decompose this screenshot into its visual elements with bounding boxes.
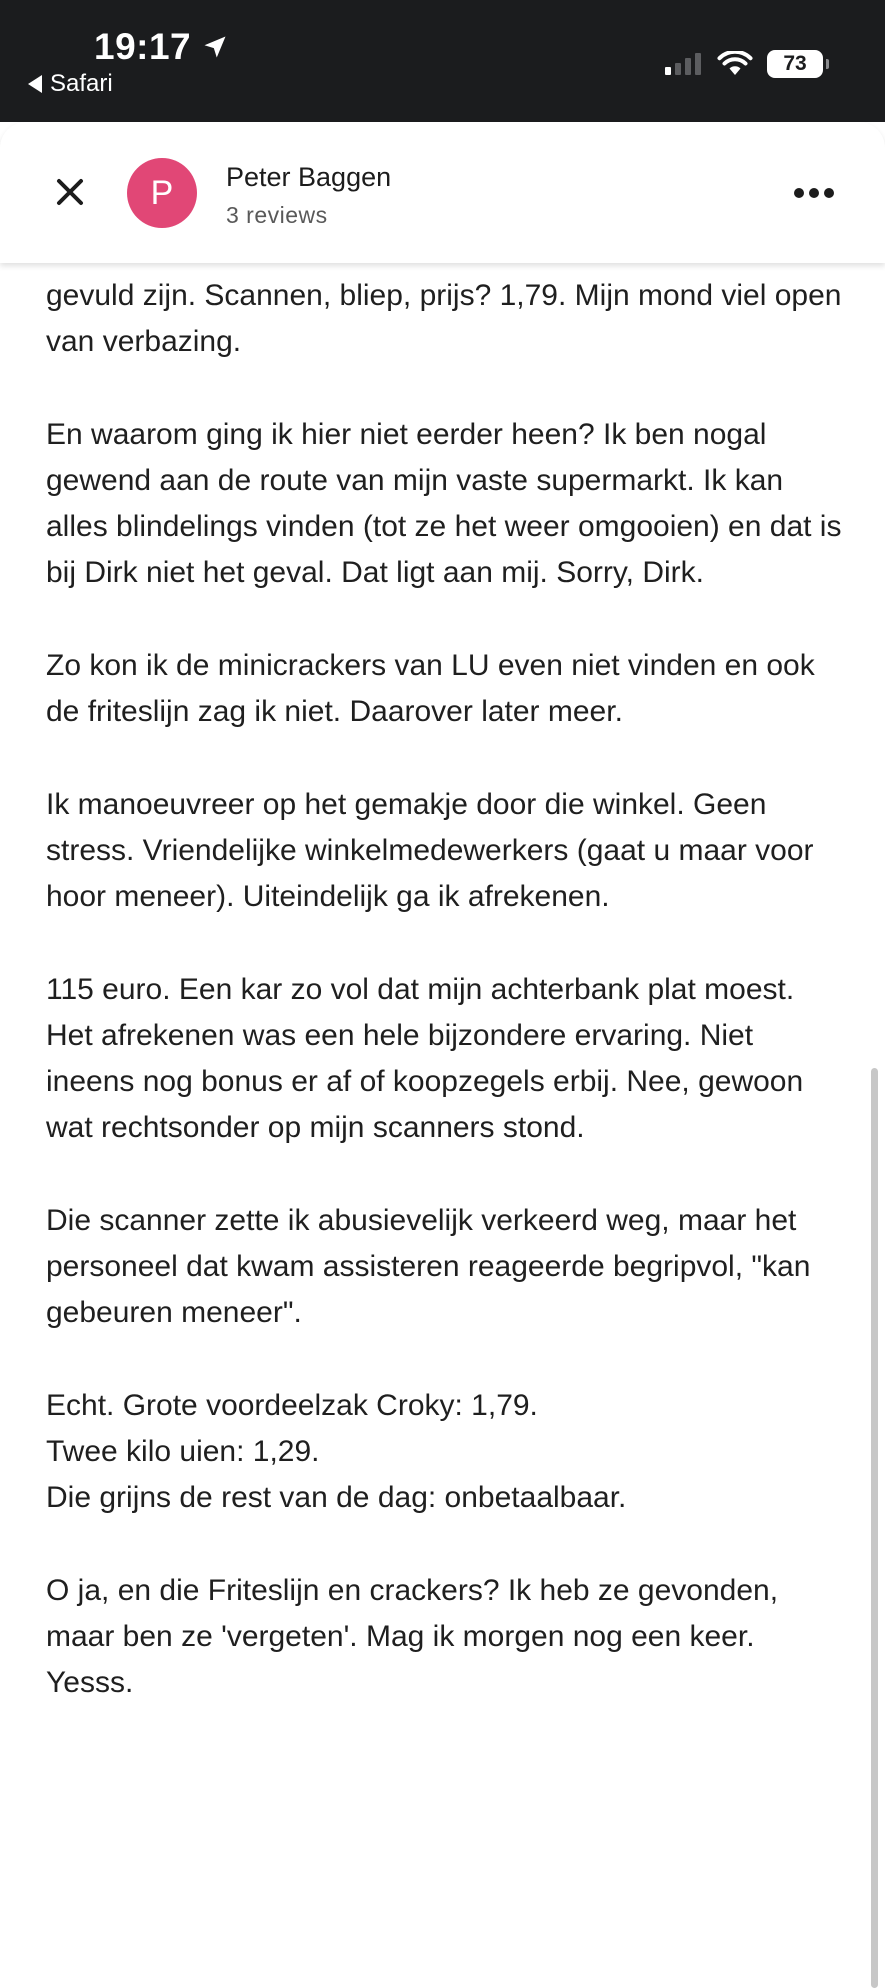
back-arrow-icon (28, 75, 42, 93)
review-paragraph: Die scanner zette ik abusievelijk verkeerd weg, maar het personeel dat kwam assisteren reageerde begripvol, "kan gebeuren meneer". (46, 1204, 811, 1329)
price-line: Echt. Grote voordeelzak Croky: 1,79. (46, 1389, 538, 1422)
more-icon[interactable] (793, 186, 835, 200)
review-paragraph: gevuld zijn. Scannen, bliep, prijs? 1,79. Mijn mond viel open van verbazing. (46, 279, 842, 358)
wifi-icon (717, 51, 753, 77)
price-line: Twee kilo uien: 1,29. (46, 1435, 320, 1468)
battery-indicator (767, 50, 823, 78)
reviewer-name[interactable]: Peter Baggen (226, 162, 392, 192)
review-paragraph: O ja, en die Friteslijn en crackers? Ik heb ze gevonden, maar ben ze 'vergeten'. Mag ik morgen nog een keer. Yesss. (46, 1574, 779, 1699)
back-to-app-button[interactable] (28, 70, 113, 98)
price-line: Die grijns de rest van de dag: onbetaalbaar. (46, 1481, 627, 1514)
cell-signal-icon (665, 53, 701, 75)
review-paragraph: En waarom ging ik hier niet eerder heen? Ik ben nogal gewend aan de route van mijn vaste supermarkt. Ik kan alles blindelings vinden (tot ze het weer omgooien) en dat is bij Dirk niet het geval. Dat ligt aan mij. Sorry, Dirk. (46, 418, 842, 589)
reviewer-review-count: 3 reviews (226, 202, 328, 228)
close-icon[interactable] (50, 172, 90, 212)
scrollbar[interactable] (871, 1068, 878, 1988)
review-header (0, 122, 885, 263)
time-row (94, 26, 229, 68)
status-bar (0, 0, 885, 122)
avatar[interactable] (127, 158, 197, 228)
review-paragraph: Ik manoeuvreer op het gemakje door die winkel. Geen stress. Vriendelijke winkelmedewerkers (gaat u maar voor hoor meneer). Uiteindelijk ga ik afrekenen. (46, 788, 814, 913)
avatar-letter: P (150, 173, 174, 212)
price-list (46, 1383, 846, 1521)
status-indicators (665, 50, 823, 78)
status-time: 19:17 (94, 26, 192, 67)
battery-level: 73 (783, 52, 807, 75)
location-arrow-icon (201, 33, 229, 61)
review-paragraph: 115 euro. Een kar zo vol dat mijn achterbank plat moest. Het afrekenen was een hele bijzondere ervaring. Niet ineens nog bonus er af of koopzegels erbij. Nee, gewoon wat rechtsonder op mijn scanners stond. (46, 973, 804, 1144)
review-sheet (0, 122, 885, 1920)
battery-tip (826, 59, 829, 69)
back-app-label: Safari (50, 70, 113, 97)
review-paragraph: Zo kon ik de minicrackers van LU even niet vinden en ook de friteslijn zag ik niet. Daarover later meer. (46, 649, 815, 728)
review-body (46, 263, 846, 1920)
